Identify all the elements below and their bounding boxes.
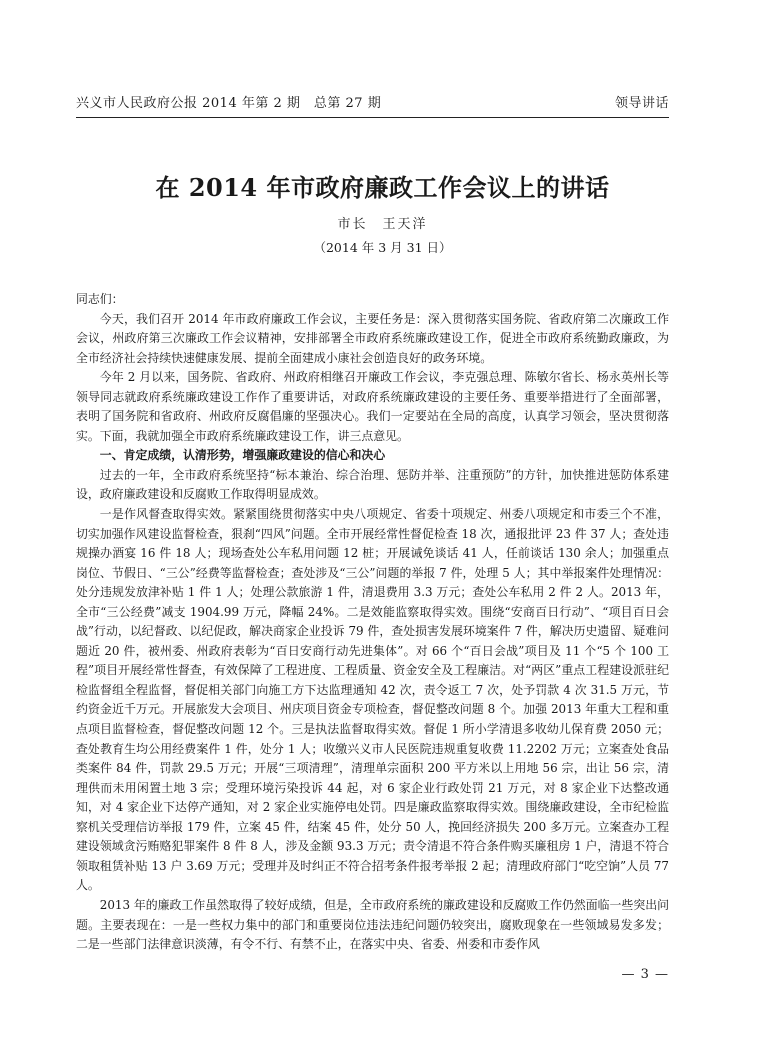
header-divider [76, 117, 669, 118]
column-label: 领导讲话 [614, 96, 669, 111]
section-heading: 一、肯定成绩，认清形势，增强廉政建设的信心和决心 [99, 448, 386, 463]
paragraph: 今天，我们召开 2014 年市政府廉政工作会议，主要任务是：深入贯彻落实国务院、省政府第二次廉政工作会议，州政府第三次廉政工作会议精神，安排部署全市政府系统廉政建设工作，促进全市政府系统勤政廉政，为全市经济社会持续快速健康发展、提前全面建成小康社会创造良好的政务环境。 [76, 311, 669, 365]
article-date: （2014 年 3 月 31 日） [313, 240, 452, 255]
article-title: 在 2014 年市政府廉政工作会议上的讲话 [155, 173, 610, 202]
running-header [76, 96, 669, 112]
paragraph: 一是作风督查取得实效。紧紧围绕贯彻落实中央八项规定、省委十项规定、州委八项规定和市委三个不准，切实加强作风建设监督检查，狠刹“四风”问题。全市开展经常性督促检查 18 次，通报批评 23 件 37 人；查处违规操办酒宴 16 件 18 人；现场查处公车私用问题 12 桩；开展诫免谈话 41 人，任前谈话 130 余人；加强重点岗位、节假日、“三公”经费等监督检查；查处涉及“三公”问题的举报 7 件，处理 5 人；其中举报案件处理情况：处分违规发放津补贴 1 件 1 人；处理公款旅游 1 件，清退费用 3.3 万元；查处公车私用 2 件 2 人。2013 年，全市“三公经费”减支 1904.99 万元，降幅 24%。二是效能监察取得实效。围绕“安商百日行动”、“项目百日会战”行动，以纪督政、以纪促政，解决商家企业投诉 79 件，查处损害发展环境案件 7 件，解决历史遗留、疑难问题近 20 件，被州委、州政府表彰为“百日安商行动先进集体”。对 66 个“百日会战”项目及 11 个“5 个 100 工程”项目开展经常性督查，有效保障了工程进度、工程质量、资金安全及工程廉洁。对“两区”重点工程建设派驻纪检监督组全程监督，督促相关部门向施工方下达监理通知 42 次，责令返工 7 次，处予罚款 4 次 31.5 万元，节约资金近千万元。开展旅发大会项目、州庆项目资金专项检查，督促整改问题 8 个。加强 2013 年重大工程和重点项目监督检查，督促整改问题 12 个。三是执法监督取得实效。督促 1 所小学清退多收幼儿保育费 2050 元；查处教育生均公用经费案件 1 件，处分 1 人；收缴兴义市人民医院违规重复收费 11.2202 万元；立案查处食品类案件 84 件，罚款 29.5 万元；开展“三项清理”，清理单宗面积 200 平方米以上用地 56 宗，出让 56 宗，清理供而未用闲置土地 3 宗；受理环境污染投诉 44 起，对 6 家企业行政处罚 21 万元，对 8 家企业下达整改通知，对 4 家企业下达停产通知，对 2 家企业实施停电处罚。四是廉政监察取得实效。围绕廉政建设，全市纪检监察机关受理信访举报 179 件，立案 45 件，结案 45 件，处分 50 人，挽回经济损失 200 多万元。立案查办工程建设领域贪污贿赂犯罪案件 8 件 8 人，涉及金额 93.3 万元；责令清退不符合条件购买廉租房 1 户，清退不符合领取租赁补贴 13 户 3.69 万元；受理并及时纠正不符合招考条件报考举报 2 起；清理政府部门“吃空饷”人员 77 人。 [76, 507, 669, 893]
article-byline: 市长 王天洋 [337, 217, 428, 232]
paragraph: 2013 年的廉政工作虽然取得了较好成绩，但是，全市政府系统的廉政建设和反腐败工作仍然面临一些突出问题。主要表现在：一是一些权力集中的部门和重要岗位违法违纪问题仍较突出，腐败现象在一些领域易发多发；二是一些部门法律意识淡薄，有令不行、有禁不止，在落实中央、省委、州委和市委作风 [76, 897, 669, 952]
paragraph: 今年 2 月以来，国务院、省政府、州政府相继召开廉政工作会议，李克强总理、陈敏尔省长、杨永英州长等领导同志就政府系统廉政建设工作作了重要讲话，对政府系统廉政建设的主要任务、重要举措进行了全面部署，表明了国务院和省政府、州政府反腐倡廉的坚强决心。我们一定要站在全局的高度，认真学习领会，坚决贯彻落实。下面，我就加强全市政府系统廉政建设工作，讲三点意见。 [76, 370, 669, 443]
page-number: — 3 — [621, 967, 669, 982]
article-body [76, 290, 669, 955]
paragraph: 过去的一年，全市政府系统坚持“标本兼治、综合治理、惩防并举、注重预防”的方针，加快推进惩防体系建设，政府廉政建设和反腐败工作取得明显成效。 [76, 467, 669, 502]
salutation: 同志们： [76, 292, 124, 306]
journal-issue-label: 兴义市人民政府公报 2014 年第 2 期 总第 27 期 [76, 96, 382, 111]
